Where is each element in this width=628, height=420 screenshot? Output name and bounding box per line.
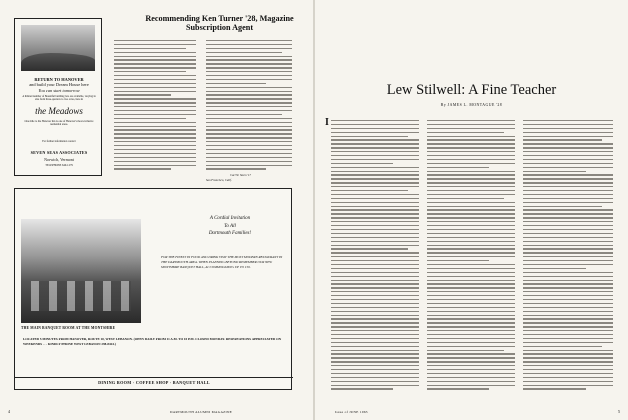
letter-signature-place: San Francisco, Calif. xyxy=(206,178,232,182)
build-dream-house-text: and build your Dream House here xyxy=(29,82,89,88)
hanover-landscape-photo xyxy=(21,25,95,71)
letter-column-1 xyxy=(114,40,196,172)
ken-turner-title: Recommending Ken Turner '28, Magazine Subscription Agent xyxy=(145,14,294,33)
lew-stilwell-title: Lew Stilwell: A Fine Teacher xyxy=(386,82,557,98)
left-page xyxy=(0,0,313,420)
cordial-invitation-text: A Cordial Invitation xyxy=(209,216,251,221)
article-column-1 xyxy=(331,120,419,392)
building-lots-text: A limited number of Beautiful building lots are available, varying in size from three-quarters to two acres, here in xyxy=(22,95,96,102)
left-page-number: 4 xyxy=(8,409,10,414)
return-to-hanover-text: RETURN TO HANOVER xyxy=(34,77,84,82)
article-column-2 xyxy=(427,120,515,392)
right-page-number: 5 xyxy=(618,409,620,414)
one-mile-text: One mile to the Hanover Inn is one of Hanover's most exclusive residential areas. xyxy=(24,120,94,127)
letter-column-2 xyxy=(206,40,292,172)
location-hours-text: LOCATED 5 MINUTES FROM HANOVER, ROUTE 10, WEST LEBANON. (OPEN DAILY FROM 11 A.M. TO 10 P.M. CLOSED MONDAY. RESERVATIONS APPRECIATED ON WEEKENDS . . . KINDLY PHONE WEST LEBANON 298-8424.) xyxy=(23,337,282,346)
to-all-text: To All xyxy=(224,223,236,229)
hanover-inn-ad xyxy=(14,18,102,176)
telephone-text: TELEPHONE 649-1279 xyxy=(45,164,73,167)
left-page-footer: DARTMOUTH ALUMNI MAGAZINE xyxy=(170,410,233,414)
letter-signature-name: Carl W. Steen '17 xyxy=(230,173,251,177)
dartmouth-families-text: Dartmouth Families! xyxy=(208,231,252,236)
article-byline: By JAMES L. MONTAGUE '28 xyxy=(440,103,503,107)
article-dropcap: I xyxy=(325,117,329,128)
montshire-restaurant-ad xyxy=(14,188,292,390)
meadows-heading: the Meadows xyxy=(35,106,83,116)
banquet-photo-caption: THE MAIN BANQUET ROOM AT THE MONTSHIRE xyxy=(21,326,116,330)
further-info-text: For further information contact xyxy=(42,140,76,143)
seven-seas-name: SEVEN SEAS ASSOCIATES xyxy=(30,150,88,155)
finest-food-text: FOR THE FINEST IN FOOD AND DRINK VISIT THE MOST MODERN RESTAURANT IN THE DARTMOUTH AREA. WHEN PLANNING BEYOND REMEMBER OUR NEW MONTSHIRE BANQUET HALL, ACCOMMODATING UP TO 150. xyxy=(161,255,283,269)
start-tomorrow-text: You can start tomorrow xyxy=(38,87,80,93)
right-page-footer: Issue of JUNE 1963 xyxy=(335,410,368,414)
right-page xyxy=(315,0,628,420)
article-column-3 xyxy=(523,120,613,392)
norwich-vermont-text: Norwich, Vermont xyxy=(44,157,74,162)
banquet-room-photo xyxy=(21,219,141,323)
dining-room-banner: DINING ROOM · COFFEE SHOP · BANQUET HALL xyxy=(15,377,293,385)
